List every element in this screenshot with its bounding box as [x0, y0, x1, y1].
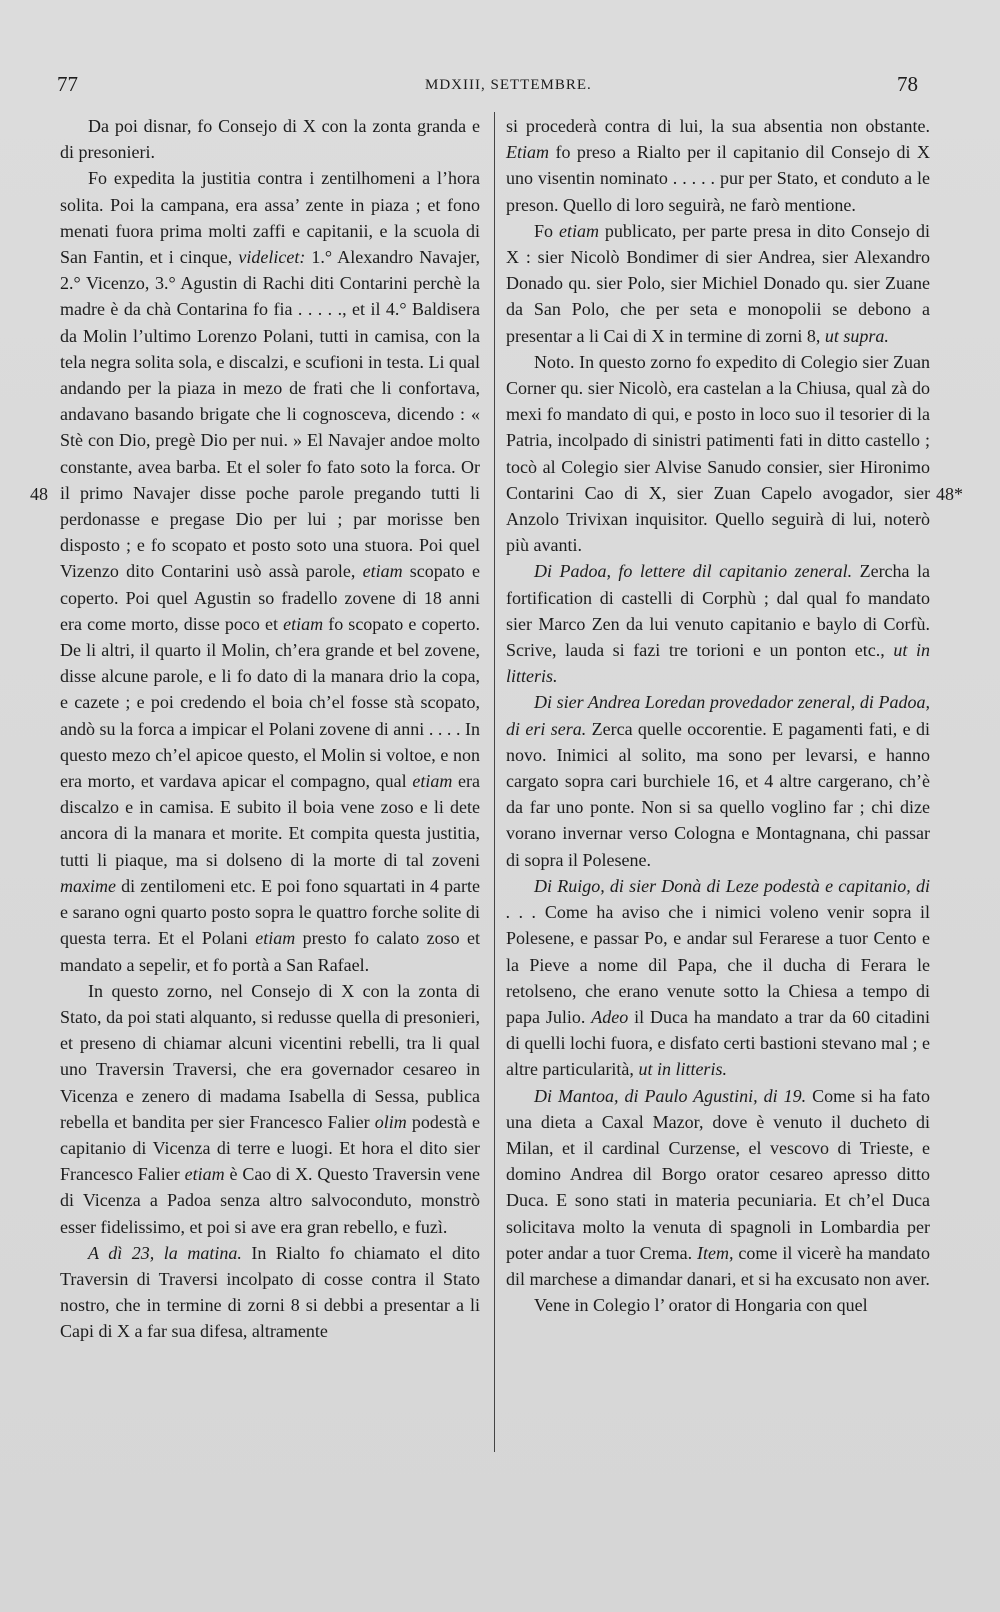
italic-text: etiam: [184, 1164, 225, 1185]
italic-text: Item,: [697, 1242, 734, 1263]
right-page-number: 78: [897, 72, 918, 96]
running-title: MDXIII, SETTEMBRE.: [425, 77, 592, 93]
italic-text: etiam: [362, 561, 403, 582]
text-run: il Duca ha mandato a trar da 60 citadini di quelli lochi fuora, e disfato certi bastioni stevano mal ; e altre particularità,: [506, 1006, 930, 1080]
left-margin-folio: 48: [30, 484, 48, 504]
italic-text: etiam: [558, 220, 599, 241]
paragraph: [506, 873, 930, 1083]
paragraph: [506, 113, 930, 218]
text-run: di zentilomeni etc. E poi fono squartati in 4 parte e sarano ogni quarto posto sopra le quattro forche solite di questa terra. Et el Polani: [60, 875, 480, 949]
italic-text: ut in litteris.: [506, 640, 930, 687]
text-run: Come ha aviso che i nimici voleno venir sopra il Polesene, e passar Po, e andar sul Ferarese a tuor Cento e la Pieve a nome dil Papa, che il ducha di Ferara le retolseno, che erano venute sotto la Chiesa a tempo di papa Julio.: [506, 902, 931, 1027]
text-run: Vene in Colegio l’ orator di Hongaria con quel: [534, 1295, 868, 1316]
paragraph: [60, 978, 480, 1240]
text-run: publicato, per parte presa in dito Consejo di X : sier Nicolò Bondimer di sier Andrea, sier Alexandro Donado qu. sier Polo, sier Michiel Donado qu. sier Zuane da San Polo, che per seta e monopolii se debono a presentar a li Cai di X in termine di zorni 8,: [506, 220, 931, 346]
text-run: Zerca quelle occorentie. E pagamenti fati, e di novo. Inimici al solito, ma sono per levarsi, e hanno cargato sopra cari burchiele 16, et 4 altre cargerano, ch’è da far uno ponte. Non si sa quello voglino far ; chi dize vorano invernar verso Cologna e Montagnana, chi passar di sopra il Polesene.: [506, 718, 930, 870]
italic-text: Di Mantoa, di Paulo Agustini, di 19.: [534, 1085, 807, 1106]
left-text-column: [60, 113, 480, 1345]
italic-text: ut in litteris.: [638, 1059, 727, 1080]
italic-text: Di sier Andrea Loredan provedador zeneral, di Padoa, di eri sera.: [506, 692, 930, 739]
italic-text: A dì 23, la matina.: [88, 1242, 242, 1263]
text-run: fo scopato e coperto. De li altri, il quarto il Molin, ch’era grande et bel zovene, disse alcune parole, e li fo dato di la manara drio la copa, e cazete ; e poi credendo el boia ch’el fosse stà scopato, andò su la forca a impicar el Polani zovene di anni . . . . In questo mezo ch’el apicoe questo, el Molin si voltoe, e non era morto, et vardava apicar el compagno, qual: [60, 613, 480, 792]
text-run: si procederà contra di lui, la sua absentia non obstante.: [506, 116, 930, 136]
text-run: è Cao di X. Questo Traversin vene di Vicenza a Padoa senza altro salvoconduto, monstrò esser fidelissimo, et poi si ave era gran rebello, e fuzì.: [60, 1164, 481, 1237]
italic-text: maxime: [60, 875, 116, 896]
paragraph: [506, 349, 930, 559]
italic-text: videlicet:: [238, 247, 306, 268]
left-page-number: 77: [57, 72, 78, 96]
paragraph: [506, 1083, 930, 1293]
italic-text: etiam: [255, 928, 296, 949]
paragraph: [506, 1292, 930, 1318]
italic-text: ut supra.: [824, 325, 889, 346]
text-run: 1.° Alexandro Navajer, 2.° Vicenzo, 3.° Agustin di Rachi diti Contarini perchè la madre è da chà Contarina fo fia . . . . ., et il 4.° Baldisera da Molin l’ultimo Lorenzo Polani, tutti in camisa, con la tela negra solita sola, e discalzi, e scufioni in testa. Li qual andando per la piaza in mezo de frati che li confortava, andavano basando brigate che li cognosceva, dicendo : « Stè con Dio, pregè Dio per nui. » El Navajer andoe molto constante, avea barba. Et el soler fo fato soto la forca. Or il primo Navajer disse poche parole pregando tutti li perdonasse e pregase Dio per lui ; par morisse ben disposto ; e fo scopato et posto soto una stuora. Poi quel Vizenzo dito Contarini usò assà parole,: [60, 247, 480, 582]
italic-text: Di Padoa, fo lettere dil capitanio zeneral.: [534, 561, 853, 582]
text-run: presto fo calato zoso et mandato a sepelir, et fo portà a San Rafael.: [60, 928, 480, 975]
paragraph: [60, 165, 480, 977]
text-run: Fo: [534, 220, 559, 241]
italic-text: etiam: [283, 613, 324, 634]
text-run: Da poi disnar, fo Consejo di X con la zonta granda e di presonieri.: [60, 116, 480, 163]
italic-text: Etiam: [506, 142, 549, 163]
italic-text: olim: [374, 1111, 407, 1132]
italic-text: etiam: [412, 771, 453, 792]
paragraph: [506, 558, 930, 689]
italic-text: Adeo: [591, 1006, 629, 1027]
paragraph: [506, 218, 930, 349]
paragraph: [506, 689, 930, 872]
text-run: In Rialto fo chiamato el dito Traversin di Traversi incolpato di cosse contra il Stato nostro, che in termine di zorni 8 si debbi a presentar a li Capi di X a far sua difesa, altramente: [60, 1242, 480, 1342]
column-divider: [494, 112, 495, 1452]
right-text-column: [506, 113, 930, 1318]
text-run: Come si ha fato una dieta a Caxal Mazor, dove è venuto il ducheto di Milan, et il cardinal Curzense, el vescovo di Trieste, e domino Andrea dil Borgo orator cesareo apresso ditto Duca. E sono stati in materia pecuniaria. Et ch’el Duca solicitava molto la venuta di spagnoli in Lombardia per poter andar a tuor Crema.: [506, 1085, 930, 1263]
text-run: fo preso a Rialto per il capitanio dil Consejo di X uno visentin nominato . . . . . pur per Stato, et conduto a le preson. Quello di loro seguirà, ne farò mentione.: [506, 142, 930, 215]
paragraph: [60, 1240, 480, 1345]
right-margin-folio: 48*: [936, 484, 963, 504]
text-run: era discalzo e in camisa. E subito il boia vene zoso e li dete ancora di la manara et morite. Et compita questa justitia, tutti li piaque, ma si dolseno di la morte di tal zoveni: [60, 771, 481, 870]
text-run: In questo zorno, nel Consejo di X con la zonta di Stato, da poi stati alquanto, si redusse quella di presonieri, et preseno di chiamar alcuni vicentini rebelli, tra li qual uno Traversin Traversi, che era governador cesareo in Vicenza e zenero di madama Isabella di Sessa, publica rebella et bandita per sier Francesco Falier: [60, 980, 480, 1132]
text-run: Zercha la fortification di castelli di Corphù ; dal qual fo mandato sier Marco Zen da lui venuto capitanio e baylo di Corfù. Scrive, lauda si fazi tre torioni e un ponton etc.,: [506, 561, 930, 661]
text-run: scopato e coperto. Poi quel Agustin so fradello zovene di 18 anni era come morto, disse poco et: [60, 561, 480, 634]
text-run: Noto. In questo zorno fo expedito di Colegio sier Zuan Corner qu. sier Nicolò, era castelan a la Chiusa, qual zà do mexi fo mandato di qui, e posto in loco suo il tesorier di la Patria, incolpado di sinistri patimenti fati in ditto castello ; tocò al Colegio sier Alvise Sanudo consier, sier Hironimo Contarini Cao di X, sier Zuan Capelo avogador, sier Anzolo Trivixan inquisitor. Quello seguirà di lui, noterò più avanti.: [506, 351, 930, 556]
text-run: Fo expedita la justitia contra i zentilhomeni a l’hora solita. Poi la campana, era assa’ zente in piaza ; et fono menati fuora prima molti zaffi e capitanii, e la scuola di San Fantin, et i cinque,: [60, 168, 480, 268]
paragraph: [60, 113, 480, 165]
italic-text: Di Ruigo, di sier Donà di Leze podestà e capitanio, di . . .: [506, 875, 930, 923]
text-run: come il vicerè ha mandato dil marchese a dimandar danari, et si ha excusato non aver.: [506, 1242, 931, 1289]
text-run: podestà e capitanio di Vicenza di terre e luogi. Et hora el dito sier Francesco Falier: [60, 1111, 480, 1185]
